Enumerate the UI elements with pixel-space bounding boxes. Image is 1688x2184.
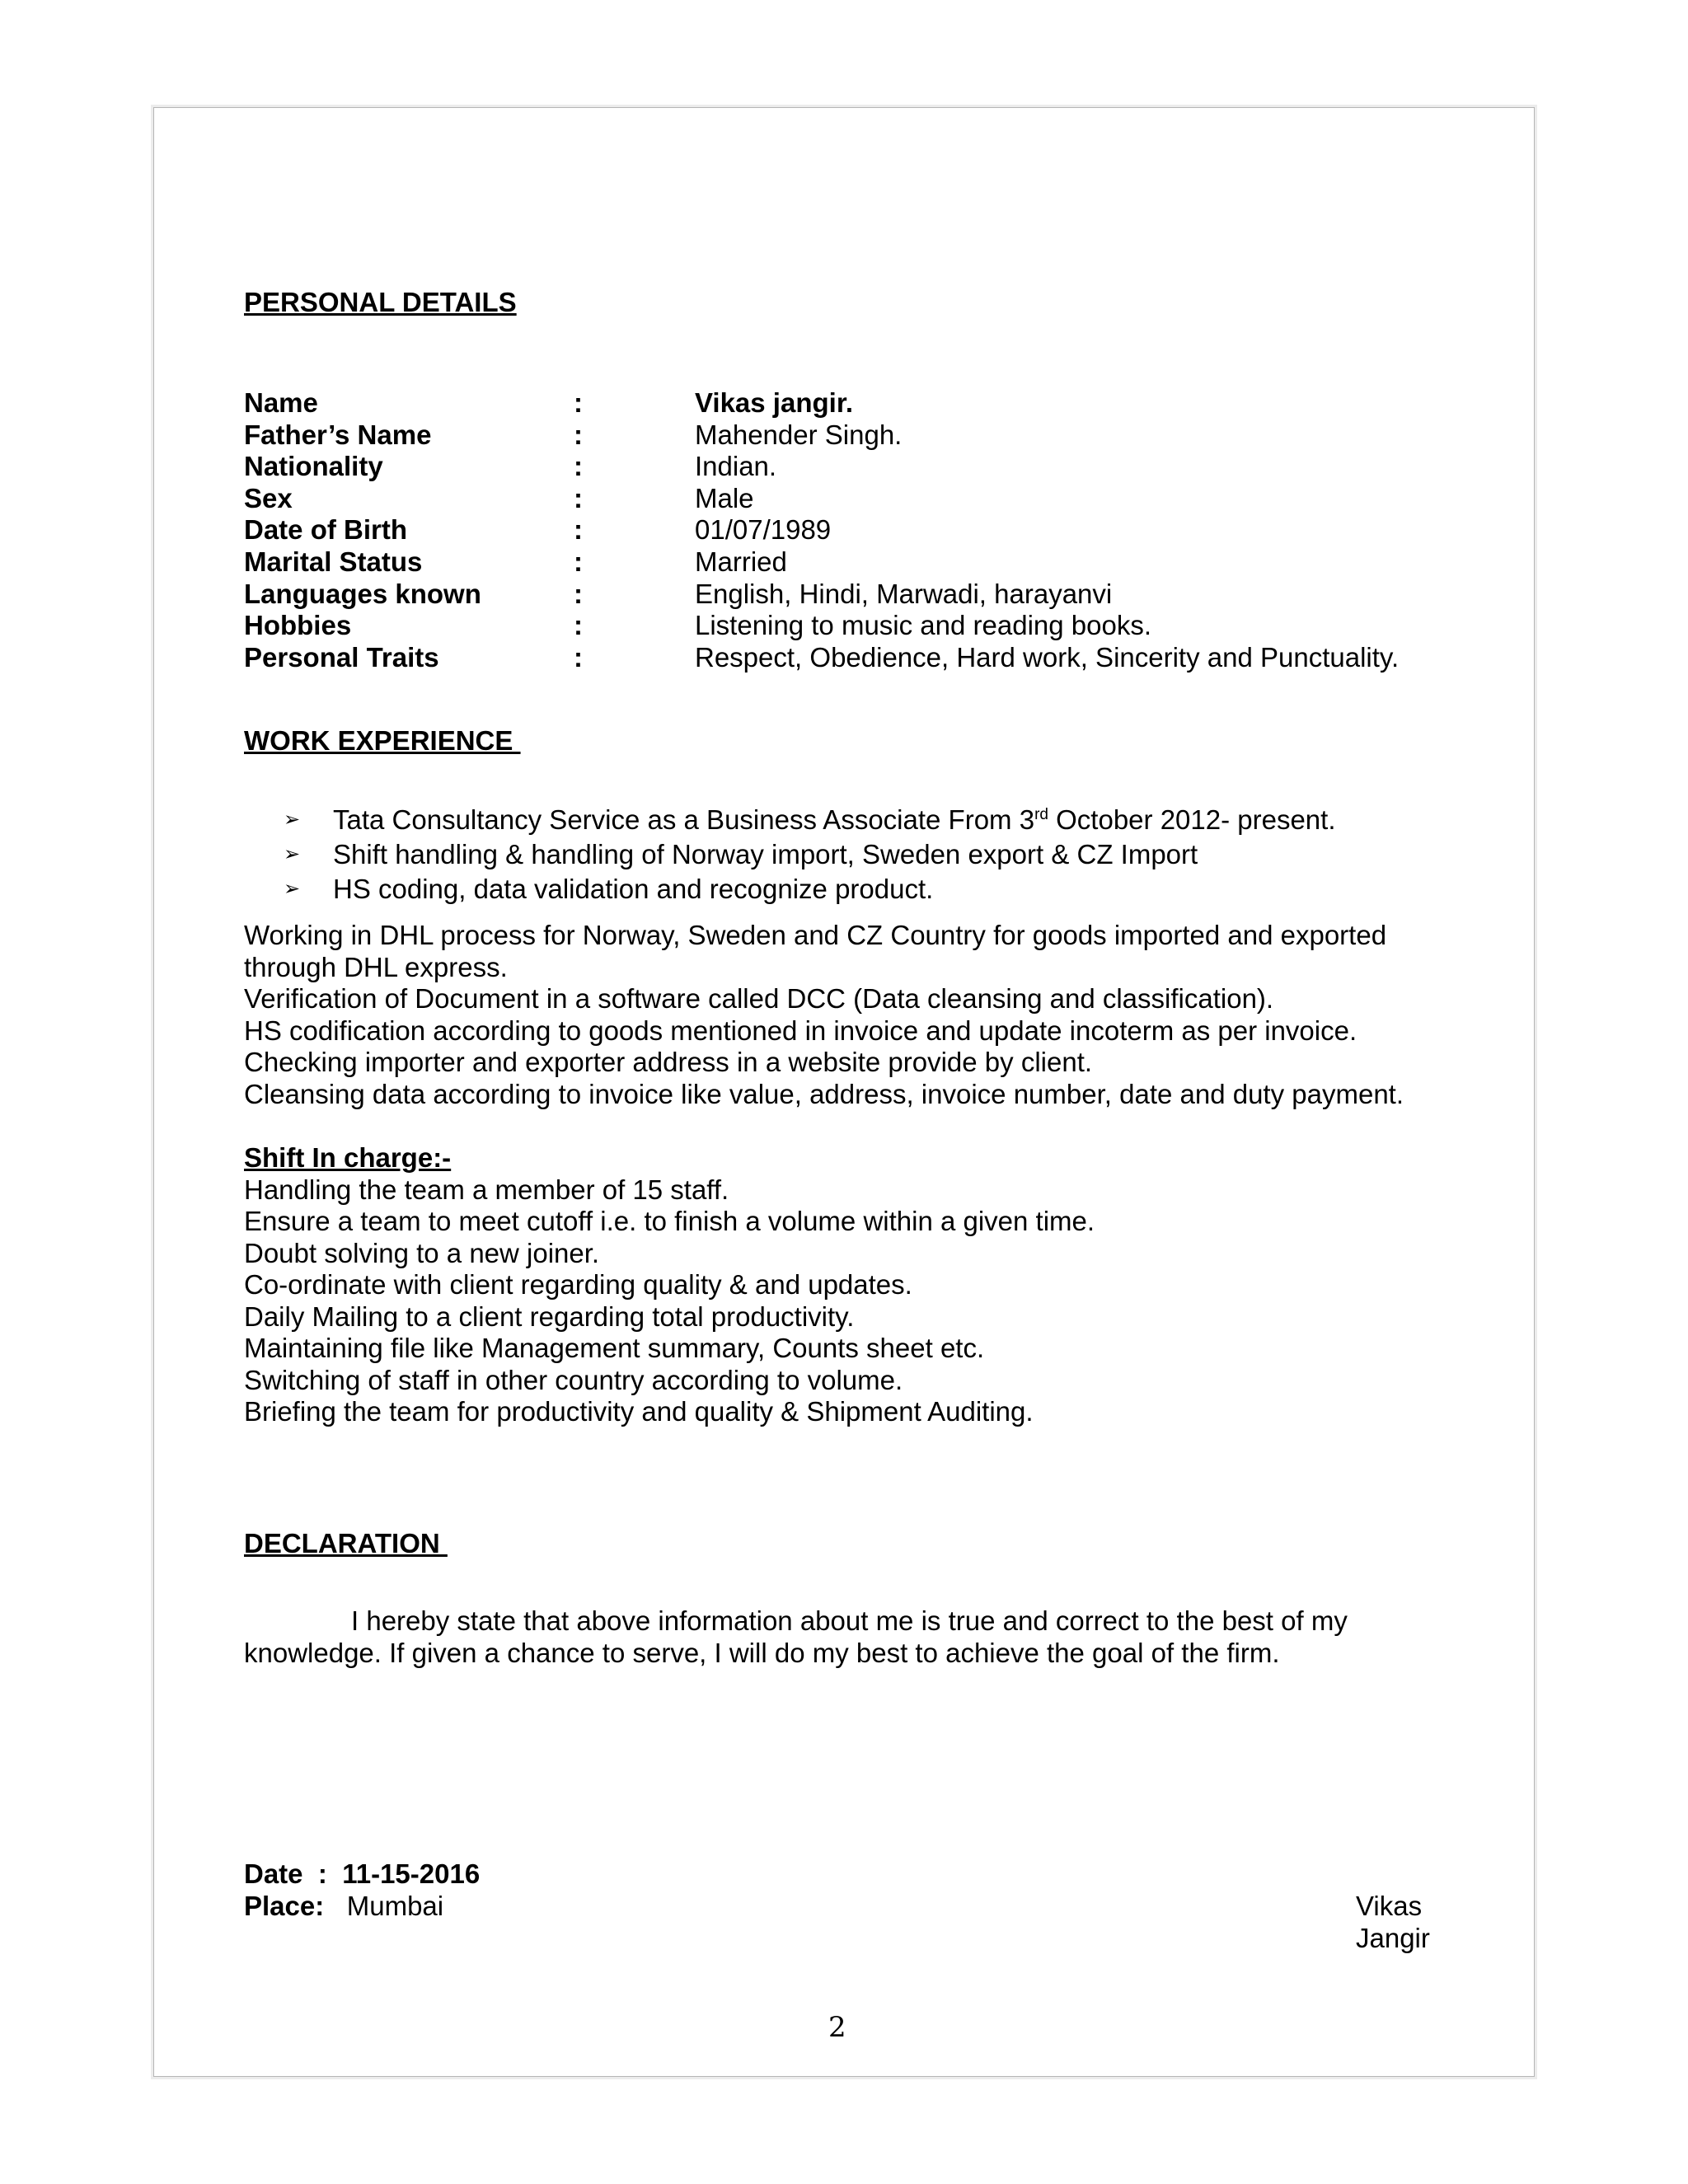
shift-item: Maintaining file like Management summary, Counts sheet etc. — [244, 1333, 985, 1363]
detail-label: Languages known — [244, 578, 481, 609]
bullet-text: Shift handling & handling of Norway import, Sweden export & CZ Import — [333, 839, 1198, 869]
detail-value: Mahender Singh. — [695, 419, 903, 450]
detail-value: Male — [695, 482, 754, 513]
detail-value: Indian. — [695, 451, 777, 482]
page-number: 2 — [828, 2011, 846, 2044]
detail-colon: : — [574, 419, 583, 450]
description-line: HS codification according to goods mentioned in invoice and update incoterm as per invoice. — [244, 1015, 1357, 1046]
detail-label: Date of Birth — [244, 514, 407, 546]
description-line: Verification of Document in a software called DCC (Data cleansing and classification). — [244, 983, 1274, 1014]
detail-value: 01/07/1989 — [695, 514, 832, 546]
work-description — [244, 920, 1447, 1110]
detail-label: Nationality — [244, 451, 383, 482]
place-row — [244, 1890, 480, 1922]
personal-details-heading: PERSONAL DETAILS — [244, 287, 517, 317]
list-item — [284, 872, 1336, 907]
description-line: Checking importer and exporter address in a website provide by client. — [244, 1047, 1093, 1077]
shift-item: Doubt solving to a new joiner. — [244, 1237, 600, 1268]
shift-item: Co-ordinate with client regarding quality & and updates. — [244, 1269, 912, 1300]
list-item — [284, 837, 1336, 872]
shift-item: Handling the team a member of 15 staff. — [244, 1174, 729, 1205]
declaration-heading: DECLARATION — [244, 1528, 448, 1558]
table-row — [244, 451, 1399, 483]
table-row — [244, 483, 1399, 515]
shift-in-charge-heading: Shift In charge:- — [244, 1142, 452, 1173]
detail-label: Father’s Name — [244, 419, 432, 450]
table-row — [244, 579, 1399, 611]
declaration-line: I hereby state that above information about me is true and correct to the best of my — [351, 1605, 1348, 1636]
list-item — [284, 803, 1336, 837]
detail-value: Vikas jangir. — [695, 387, 854, 419]
table-row — [244, 642, 1399, 674]
table-row — [244, 610, 1399, 642]
work-experience-bullets — [284, 803, 1336, 907]
table-row — [244, 387, 1399, 419]
detail-value: Respect, Obedience, Hard work, Sincerity and Punctuality. — [695, 641, 1400, 673]
ordinal-suffix: rd — [1034, 806, 1048, 823]
detail-label: Personal Traits — [244, 641, 439, 673]
work-experience-heading: WORK EXPERIENCE — [244, 725, 521, 756]
bullet-text: Tata Consultancy Service as a Business Associate From 3rd October 2012- present. — [333, 804, 1336, 835]
detail-colon: : — [574, 610, 583, 641]
detail-label: Marital Status — [244, 546, 423, 578]
description-line: through DHL express. — [244, 951, 508, 982]
place-value: Mumbai — [324, 1891, 444, 1921]
description-line: Working in DHL process for Norway, Sweden and CZ Country for goods imported and exported — [244, 920, 1387, 950]
personal-details-table — [244, 387, 1399, 673]
detail-colon: : — [574, 546, 583, 578]
detail-colon: : — [574, 641, 583, 673]
detail-value: English, Hindi, Marwadi, harayanvi — [695, 578, 1113, 609]
shift-item: Briefing the team for productivity and quality & Shipment Auditing. — [244, 1396, 1034, 1427]
shift-item: Switching of staff in other country according to volume. — [244, 1364, 903, 1395]
arrowhead-bullet-icon: ➢ — [284, 808, 301, 831]
detail-colon: : — [574, 387, 583, 419]
date-value: 11-15-2016 — [342, 1858, 481, 1889]
date-row — [244, 1858, 480, 1890]
detail-label: Sex — [244, 482, 293, 513]
detail-colon: : — [574, 578, 583, 609]
declaration-text — [244, 1605, 1447, 1669]
place-label: Place: — [244, 1891, 325, 1921]
detail-label: Name — [244, 387, 318, 419]
shift-in-charge-section — [244, 1142, 1447, 1428]
bullet-text: HS coding, data validation and recognize product. — [333, 874, 934, 904]
arrowhead-bullet-icon: ➢ — [284, 843, 301, 865]
signature-name: Vikas Jangir — [1356, 1891, 1430, 1953]
description-line: Cleansing data according to invoice like value, address, invoice number, date and duty payment. — [244, 1078, 1404, 1109]
date-label: Date : — [244, 1858, 343, 1889]
table-row — [244, 419, 1399, 452]
arrowhead-bullet-icon: ➢ — [284, 878, 301, 900]
shift-item: Daily Mailing to a client regarding total productivity. — [244, 1301, 855, 1332]
table-row — [244, 546, 1399, 579]
detail-label: Hobbies — [244, 610, 352, 641]
declaration-line: knowledge. If given a chance to serve, I will do my best to achieve the goal of the firm. — [244, 1637, 1280, 1668]
shift-item: Ensure a team to meet cutoff i.e. to finish a volume within a given time. — [244, 1206, 1095, 1236]
detail-value: Listening to music and reading books. — [695, 610, 1152, 641]
detail-colon: : — [574, 451, 583, 482]
table-row — [244, 514, 1399, 546]
date-place-block — [244, 1858, 480, 1922]
detail-value: Married — [695, 546, 787, 578]
detail-colon: : — [574, 514, 583, 546]
detail-colon: : — [574, 482, 583, 513]
